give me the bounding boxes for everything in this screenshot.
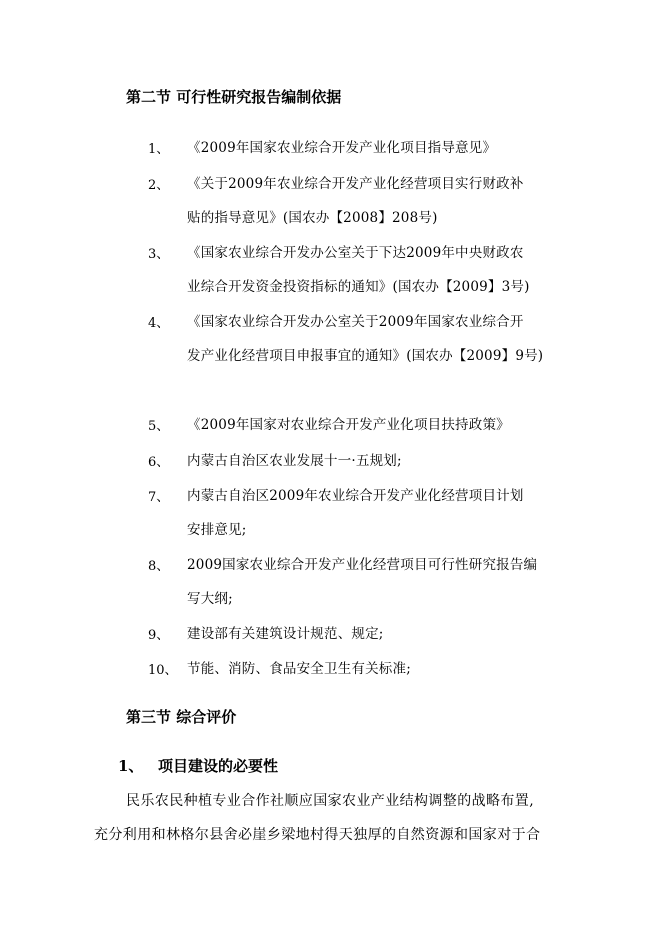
list-item-text: 2009国家农业综合开发产业化经营项目可行性研究报告编 (187, 557, 538, 573)
body-paragraph-line: 充分利用和林格尔县舍必崖乡梁地村得天独厚的自然资源和国家对于合 (94, 827, 541, 843)
list-item-text: 《国家农业综合开发办公室关于2009年国家农业综合开 (187, 314, 524, 330)
list-item-text-continued: 写大纲; (187, 591, 233, 607)
list-item-number: 2、 (148, 178, 170, 193)
subsection-title: 项目建设的必要性 (158, 757, 279, 775)
list-item-text-continued: 贴的指导意见》(国农办【2008】208号) (187, 210, 438, 226)
list-item-text: 《国家农业综合开发办公室关于下达2009年中央财政农 (187, 245, 524, 261)
section-2-heading: 第二节 可行性研究报告编制依据 (126, 88, 342, 106)
list-item-number: 3、 (148, 247, 170, 262)
list-item-number: 10、 (148, 663, 178, 678)
list-item-text: 《2009年国家对农业综合开发产业化项目扶持政策》 (187, 417, 510, 433)
subsection-number: 1、 (118, 757, 144, 775)
list-item-number: 1、 (148, 142, 170, 157)
list-item-text: 《关于2009年农业综合开发产业化经营项目实行财政补 (187, 176, 524, 192)
list-item-number: 4、 (148, 316, 170, 331)
list-item-number: 9、 (148, 628, 170, 643)
list-item-text: 节能、消防、食品安全卫生有关标准; (187, 661, 411, 677)
list-item-number: 7、 (148, 490, 170, 505)
list-item-number: 6、 (148, 455, 170, 470)
list-item-text-continued: 安排意见; (187, 522, 247, 538)
list-item-number: 8、 (148, 559, 170, 574)
list-item-number: 5、 (148, 419, 170, 434)
list-item-text-continued: 发产业化经营项目申报事宜的通知》(国农办【2009】9号) (187, 348, 544, 364)
list-item-text-continued: 业综合开发资金投资指标的通知》(国农办【2009】3号) (187, 279, 530, 295)
list-item-text: 《2009年国家农业综合开发产业化项目指导意见》 (187, 140, 497, 156)
list-item-text: 内蒙古自治区2009年农业综合开发产业化经营项目计划 (187, 488, 524, 504)
list-item-text: 内蒙古自治区农业发展十一·五规划; (187, 453, 402, 469)
section-3-heading: 第三节 综合评价 (126, 708, 237, 726)
list-item-text: 建设部有关建筑设计规范、规定; (187, 626, 384, 642)
body-paragraph-line: 民乐农民种植专业合作社顺应国家农业产业结构调整的战略布置, (126, 793, 535, 809)
